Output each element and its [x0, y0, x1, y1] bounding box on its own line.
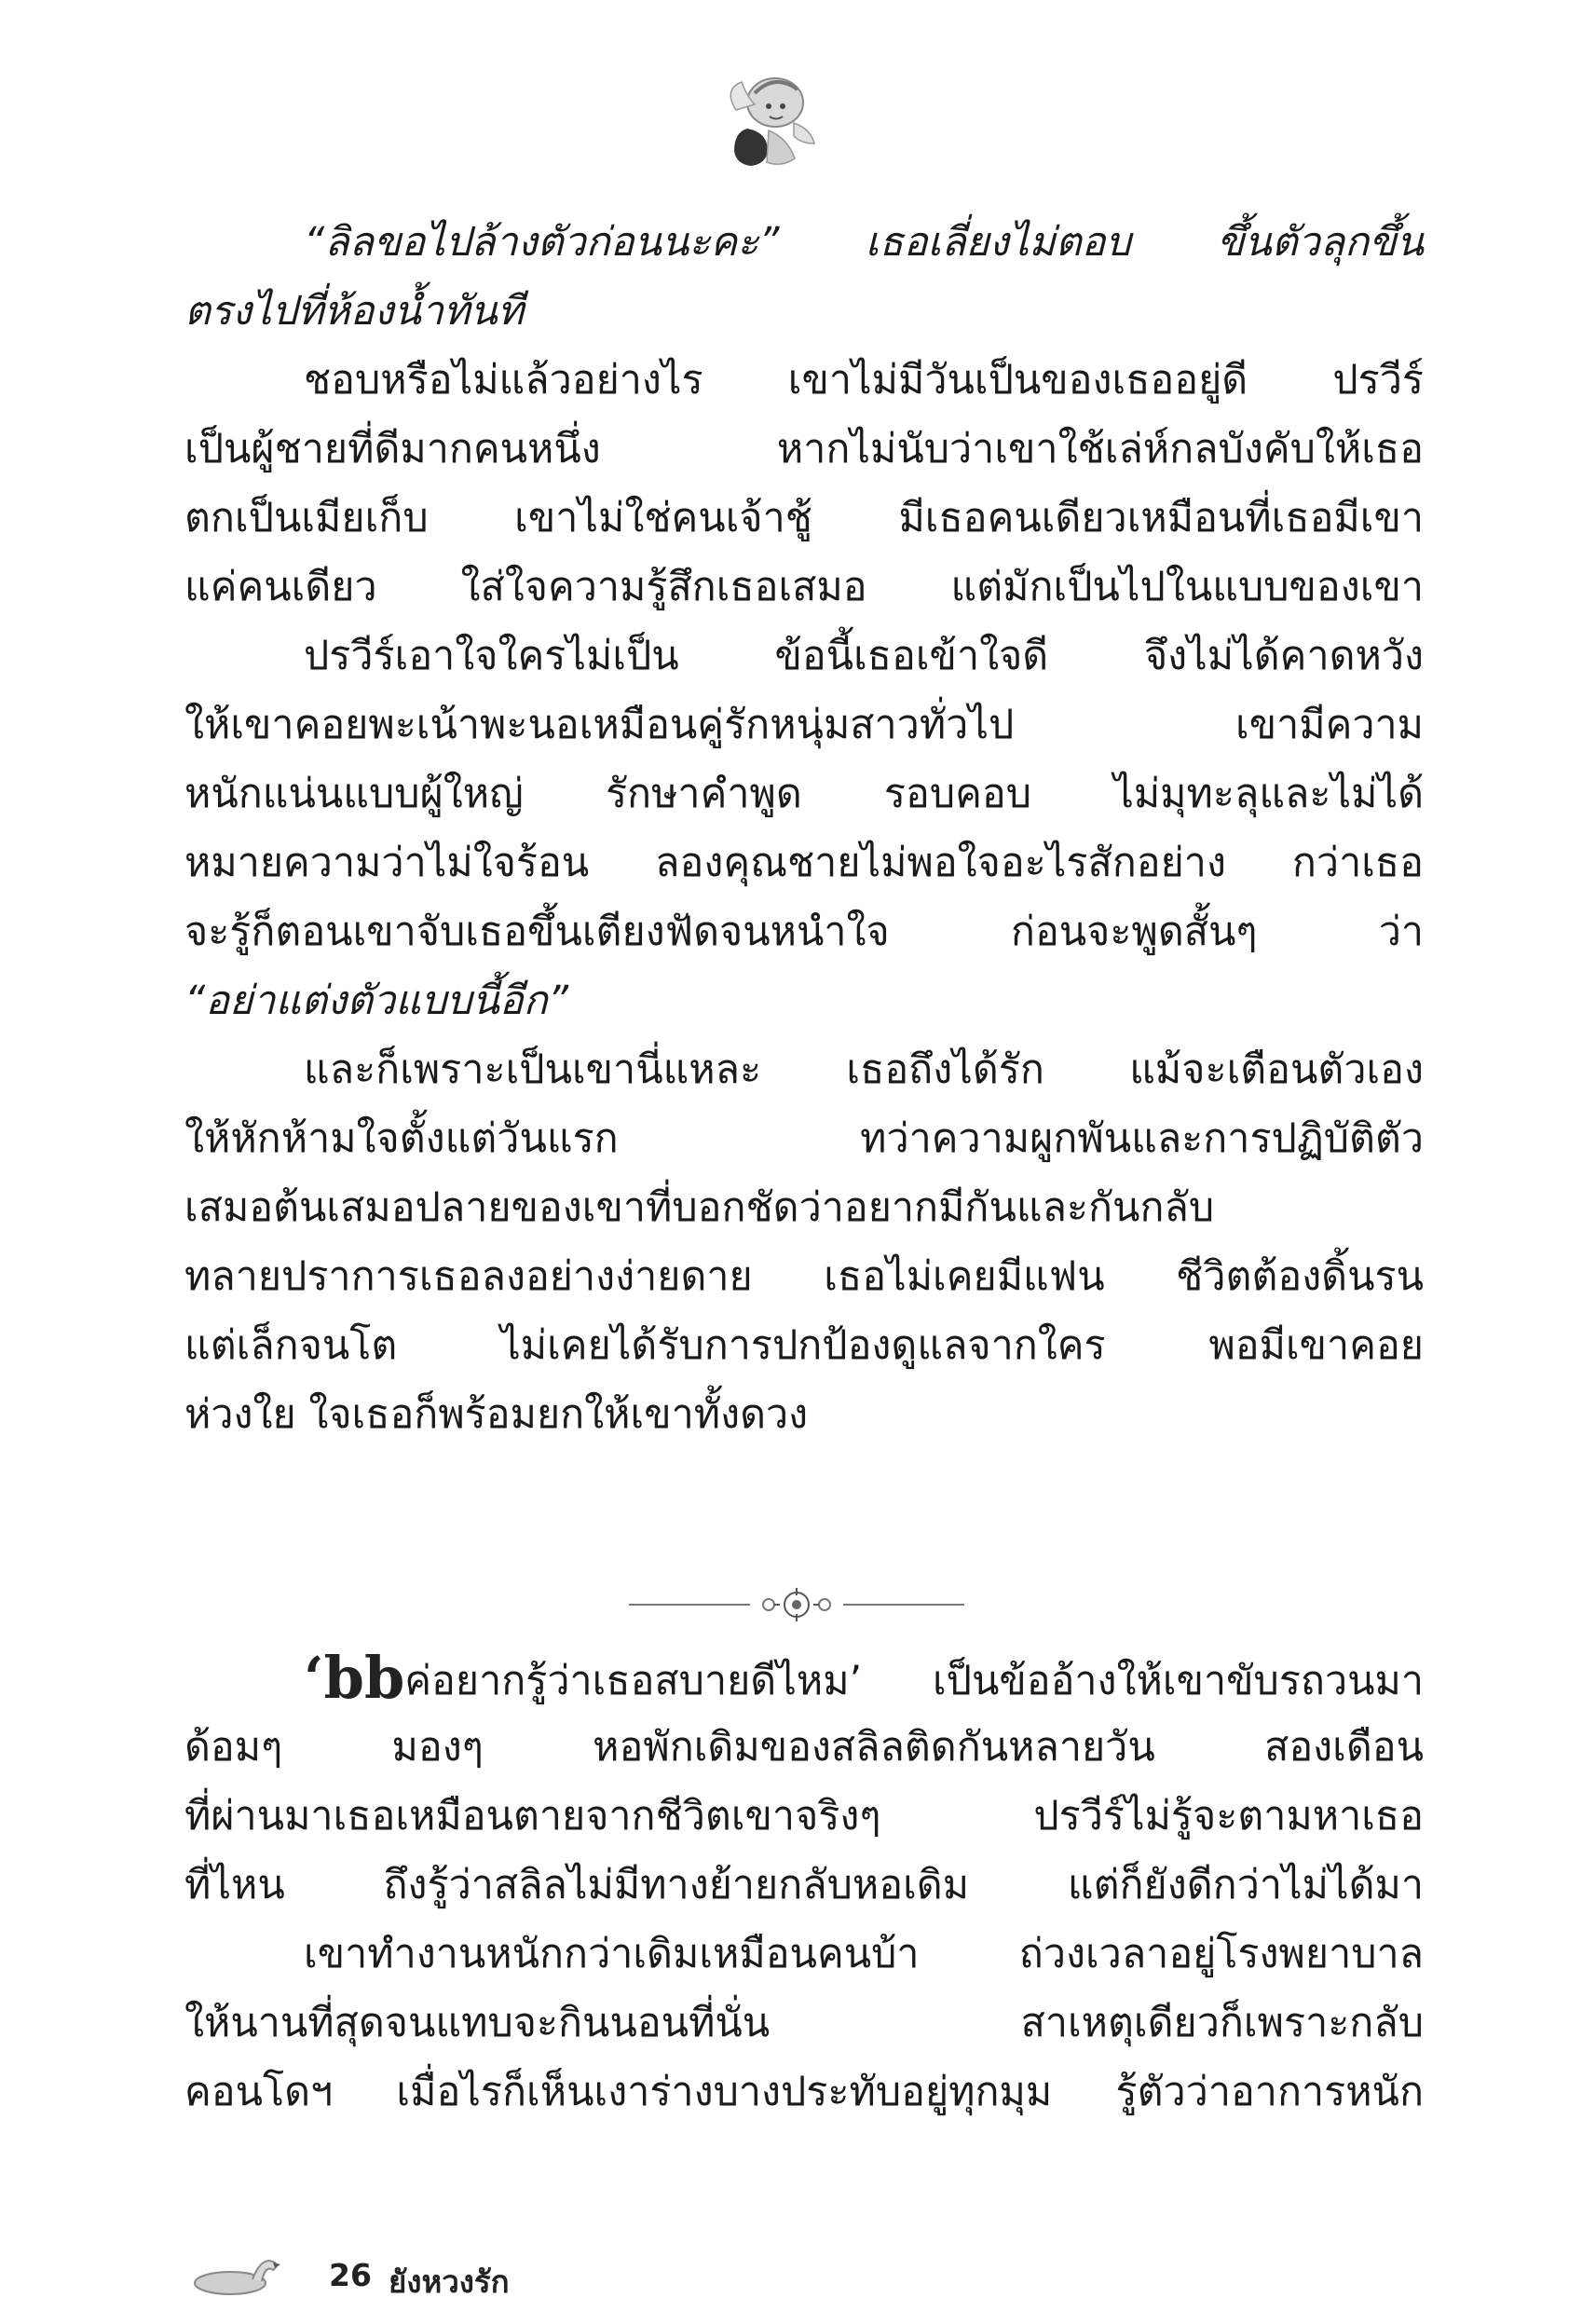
text-line: ตกเป็นเมียเก็บ เขาไม่ใช่คนเจ้าชู้ มีเธอคนเดียวเหมือนที่เธอมีเขา — [184, 495, 1424, 541]
page-number: 26 — [329, 2257, 372, 2293]
text-line: เป็นผู้ชายที่ดีมากคนหนึ่ง หากไม่นับว่าเขาใช้เล่ห์กลบังคับให้เธอ — [184, 426, 1424, 472]
drop-cap-letter: bb — [323, 1644, 405, 1712]
text-line: “ลิลขอไปล้างตัวก่อนนะคะ” เธอเลี่ยงไม่ตอบ ขึ้นตัวลุกขึ้น — [304, 219, 1424, 266]
text-line: ให้หักห้ามใจตั้งแต่วันแรก ทว่าความผูกพันและการปฏิบัติตัว — [184, 1115, 1424, 1162]
text-line: แต่เล็กจนโต ไม่เคยได้รับการปกป้องดูแลจากใคร พอมีเขาคอย — [184, 1322, 1424, 1369]
text-line-with-dropcap — [184, 1644, 1424, 1712]
text-line: ตรงไปที่ห้องน้ำทันที — [184, 288, 525, 335]
text-line: “อย่าแต่งตัวแบบนี้อีก” — [184, 978, 568, 1024]
text-line: เสมอต้นเสมอปลายของเขาที่บอกชัดว่าอยากมีกันและกันกลับ — [184, 1184, 1215, 1231]
book-title: ยังหวงรัก — [389, 2263, 510, 2300]
text-line: ที่ไหน ถึงรู้ว่าสลิลไม่มีทางย้ายกลับหอเดิม แต่ก็ยังดีกว่าไม่ได้มา — [184, 1862, 1424, 1908]
text-line: ปรวีร์เอาใจใครไม่เป็น ข้อนี้เธอเข้าใจดี จึงไม่ได้คาดหวัง — [304, 633, 1424, 679]
text-line: ห่วงใย ใจเธอก็พร้อมยกให้เขาทั้งดวง — [184, 1391, 809, 1438]
cherub-icon — [717, 65, 820, 172]
text-line: ด้อมๆ มองๆ หอพักเดิมของสลิลติดกันหลายวัน สองเดือน — [184, 1724, 1424, 1771]
drop-cap: ‘ — [304, 1644, 324, 1712]
floral-divider-icon — [629, 1586, 964, 1623]
text-line: ให้นานที่สุดจนแทบจะกินนอนที่นั่น สาเหตุเดียวก็เพราะกลับ — [184, 2000, 1424, 2046]
text-line: จะรู้ก็ตอนเขาจับเธอขึ้นเตียงฟัดจนหนำใจ ก่อนจะพูดสั้นๆ ว่า — [184, 909, 1424, 955]
text-line: แค่คนเดียว ใส่ใจความรู้สึกเธอเสมอ แต่มักเป็นไปในแบบของเขา — [184, 564, 1424, 610]
text-line: คอนโดฯ เมื่อไรก็เห็นเงาร่างบางประทับอยู่ทุกมุม รู้ตัวว่าอาการหนัก — [184, 2069, 1424, 2115]
text-line: ที่ผ่านมาเธอเหมือนตายจากชีวิตเขาจริงๆ ปรวีร์ไม่รู้จะตามหาเธอ — [184, 1793, 1424, 1839]
text-line: เขาทำงานหนักกว่าเดิมเหมือนคนบ้า ถ่วงเวลาอยู่โรงพยาบาล — [304, 1931, 1424, 1977]
text-line: ชอบหรือไม่แล้วอย่างไร เขาไม่มีวันเป็นของเธออยู่ดี ปรวีร์ — [304, 357, 1424, 403]
text-line: ทลายปราการเธอลงอย่างง่ายดาย เธอไม่เคยมีแฟน ชีวิตต้องดิ้นรน — [184, 1253, 1424, 1300]
text-line: หนักแน่นแบบผู้ใหญ่ รักษาคำพูด รอบคอบ ไม่มุทะลุและไม่ได้ — [184, 771, 1424, 817]
text-line: ค่อยากรู้ว่าเธอสบายดีไหม’ เป็นข้ออ้างให้เขาขับรถวนมา — [404, 1658, 1424, 1704]
text-line: ให้เขาคอยพะเน้าพะนอเหมือนคู่รักหนุ่มสาวทั่วไป เขามีความ — [184, 702, 1424, 748]
swan-icon — [191, 2251, 284, 2298]
text-line: และก็เพราะเป็นเขานี่แหละ เธอถึงได้รัก แม้จะเตือนตัวเอง — [304, 1046, 1424, 1093]
text-line: หมายความว่าไม่ใจร้อน ลองคุณชายไม่พอใจอะไรสักอย่าง กว่าเธอ — [184, 840, 1424, 886]
